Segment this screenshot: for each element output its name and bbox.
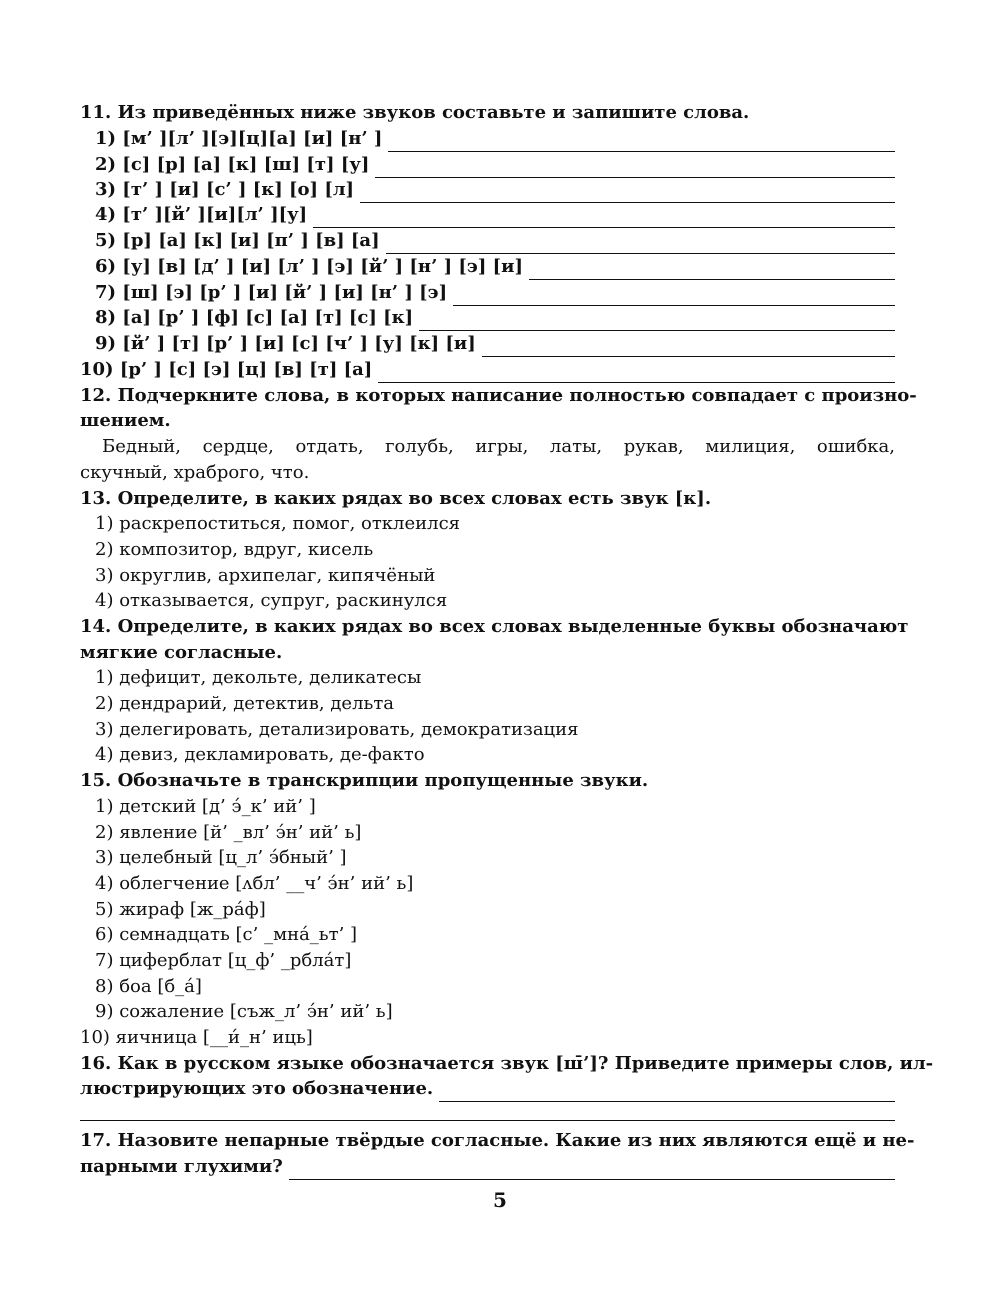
q15-item-10: 10) яичница [__и́_н’ иць] bbox=[80, 1027, 313, 1048]
answer-line[interactable] bbox=[419, 310, 895, 331]
q16-title-line-2: люстрирующих это обозначение. bbox=[80, 1076, 895, 1102]
q13-option-3: 3) округлив, архипелаг, кипячёный bbox=[95, 565, 436, 586]
q15-title: 15. Обозначьте в транскрипции пропущенные звуки. bbox=[80, 770, 649, 791]
q12-title-line-2: шением. bbox=[80, 410, 171, 431]
q15-item-1: 1) детский [д’ э́_к’ ий’ ] bbox=[95, 796, 316, 817]
q17-title-line-1: 17. Назовите непарные твёрдые согласные. Какие из них являются ещё и не- bbox=[80, 1130, 915, 1151]
q11-item-6: 6) [у] [в] [д’ ] [и] [л’ ] [э] [й’ ] [н’ ] [э] [и] bbox=[95, 254, 895, 280]
q15-item-8: 8) боа [б_а́] bbox=[95, 976, 202, 997]
q15-item-9: 9) сожаление [съж_л’ э́н’ ий’ ь] bbox=[95, 1001, 393, 1022]
page-number: 5 bbox=[493, 1188, 507, 1212]
q15-item-6: 6) семнадцать [с’ _мна́_ьт’ ] bbox=[95, 924, 358, 945]
q15-item-3: 3) целебный [ц_л’ э́бный’ ] bbox=[95, 847, 347, 868]
answer-line[interactable] bbox=[360, 182, 895, 203]
q13-option-1: 1) раскрепоститься, помог, отклеился bbox=[95, 513, 461, 534]
answer-line[interactable] bbox=[313, 207, 895, 228]
q14-title-line-1: 14. Определите, в каких рядах во всех словах выделенные буквы обозначают bbox=[80, 616, 909, 637]
q11-item-2: 2) [с] [р] [а] [к] [ш] [т] [у] bbox=[95, 152, 895, 178]
answer-line[interactable] bbox=[289, 1159, 895, 1180]
q14-option-3: 3) делегировать, детализировать, демократизация bbox=[95, 719, 579, 740]
q11-item-7: 7) [ш] [э] [р’ ] [и] [й’ ] [и] [н’ ] [э] bbox=[95, 280, 895, 306]
q14-option-1: 1) дефицит, декольте, деликатесы bbox=[95, 667, 422, 688]
q13-title: 13. Определите, в каких рядах во всех словах есть звук [к]. bbox=[80, 488, 712, 509]
q11-item-8: 8) [а] [р’ ] [ф] [с] [а] [т] [с] [к] bbox=[95, 305, 895, 331]
answer-line[interactable] bbox=[375, 157, 895, 178]
answer-line[interactable] bbox=[80, 1120, 895, 1121]
q12-title-line-1: 12. Подчеркните слова, в которых написание полностью совпадает с произно- bbox=[80, 385, 917, 406]
q11-item-10: 10) [р’ ] [с] [э] [ц] [в] [т] [а] bbox=[80, 357, 895, 383]
q16-title-line-1: 16. Как в русском языке обозначается звук [ш̄’]? Приведите примеры слов, ил- bbox=[80, 1053, 934, 1074]
q12-words-line-1: Бедный, сердце, отдать, голубь, игры, латы, рукав, милиция, ошибка, bbox=[102, 436, 895, 457]
q13-option-2: 2) композитор, вдруг, кисель bbox=[95, 539, 374, 560]
answer-line[interactable] bbox=[529, 259, 895, 280]
answer-line[interactable] bbox=[388, 131, 895, 152]
q15-item-4: 4) облегчение [ʌбл’ __ч’ э́н’ ий’ ь] bbox=[95, 873, 414, 894]
q17-title-line-2: парными глухими? bbox=[80, 1154, 895, 1180]
q14-option-2: 2) дендрарий, детектив, дельта bbox=[95, 693, 395, 714]
answer-line[interactable] bbox=[386, 233, 895, 254]
q14-title-line-2: мягкие согласные. bbox=[80, 642, 283, 663]
q11-title: 11. Из приведённых ниже звуков составьте и запишите слова. bbox=[80, 102, 750, 123]
q15-item-5: 5) жираф [ж_ра́ф] bbox=[95, 899, 266, 920]
q15-item-2: 2) явление [й’ _вл’ э́н’ ий’ ь] bbox=[95, 822, 362, 843]
answer-line[interactable] bbox=[378, 362, 895, 383]
answer-line[interactable] bbox=[482, 336, 895, 357]
answer-line[interactable] bbox=[439, 1081, 895, 1102]
q14-option-4: 4) девиз, декламировать, де-факто bbox=[95, 744, 425, 765]
answer-line[interactable] bbox=[453, 285, 895, 306]
q11-item-9: 9) [й’ ] [т] [р’ ] [и] [с] [ч’ ] [у] [к] [и] bbox=[95, 331, 895, 357]
q12-words-line-2: скучный, храброго, что. bbox=[80, 462, 310, 483]
q11-item-1: 1) [м’ ][л’ ][э][ц][а] [и] [н’ ] bbox=[95, 126, 895, 152]
q15-item-7: 7) циферблат [ц_ф’ _рбла́т] bbox=[95, 950, 352, 971]
q13-option-4: 4) отказывается, супруг, раскинулся bbox=[95, 590, 448, 611]
q11-item-4: 4) [т’ ][й’ ][и][л’ ][у] bbox=[95, 202, 895, 228]
q11-item-3: 3) [т’ ] [и] [с’ ] [к] [о] [л] bbox=[95, 177, 895, 203]
q11-item-5: 5) [р] [а] [к] [и] [п’ ] [в] [а] bbox=[95, 228, 895, 254]
